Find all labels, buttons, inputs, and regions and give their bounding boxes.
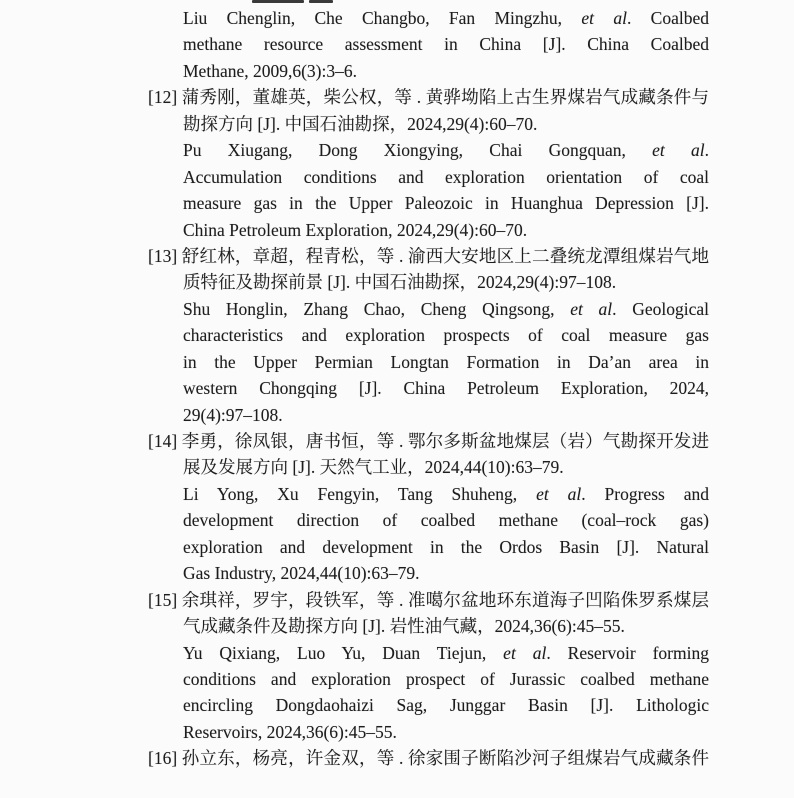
- reference-label: [15]: [148, 589, 182, 610]
- reference-text: 孙立东，杨亮，许金双，等 . 徐家围子断陷沙河子组煤岩气成藏条件: [181, 748, 710, 769]
- reference-line: [183, 111, 709, 137]
- reference-line: [183, 375, 709, 401]
- reference-text: Liu Chenglin, Che Changbo, Fan Mingzhu,: [183, 8, 582, 28]
- reference-text: 余琪祥，罗宇，段铁军，等 . 准噶尔盆地环东道海子凹陷侏罗系煤层: [181, 589, 710, 610]
- reference-text: China Petroleum Exploration, 2024,29(4):60–70.: [183, 219, 528, 240]
- reference-text: . Progress and: [581, 483, 709, 504]
- reference-line: [148, 428, 709, 454]
- reference-line: [183, 666, 709, 692]
- reference-line: [183, 481, 709, 507]
- reference-line: [183, 719, 709, 745]
- reference-text: western Chongqing [J]. China Petroleum Exploration, 2024,: [183, 378, 709, 399]
- reference-text: Accumulation conditions and exploration orientation of coal: [183, 166, 709, 187]
- reference-text: Gas Industry, 2024,44(10):63–79.: [183, 563, 420, 584]
- reference-text: conditions and exploration prospect of Jurassic coalbed methane: [183, 668, 709, 689]
- reference-text: Shu Honglin, Zhang Chao, Cheng Qingsong,: [183, 298, 571, 319]
- reference-line: [183, 137, 709, 163]
- reference-label: [13]: [148, 245, 182, 266]
- reference-etal-text: et al: [536, 483, 582, 504]
- reference-line: [183, 692, 709, 718]
- reference-line: [183, 560, 709, 586]
- reference-text: 李勇，徐凤银，唐书恒，等 . 鄂尔多斯盆地煤层（岩）气勘探开发进: [181, 431, 710, 451]
- reference-line: [183, 640, 709, 666]
- reference-line: [183, 217, 709, 243]
- reference-line: [183, 322, 709, 348]
- reference-text: 气成藏条件及勘探方向 [J]. 岩性油气藏，2024,36(6):45–55.: [183, 616, 625, 637]
- reference-line: [183, 613, 709, 639]
- cropped-text-remnant: [309, 0, 333, 3]
- reference-text: exploration and development in the Ordos Basin [J]. Natural: [183, 536, 709, 557]
- reference-line: [148, 84, 709, 110]
- reference-line: [183, 190, 709, 216]
- reference-label: [14]: [148, 431, 182, 451]
- reference-line: [183, 507, 709, 533]
- reference-text: Reservoirs, 2024,36(6):45–55.: [183, 721, 397, 742]
- reference-text: 舒红林，章超，程青松，等 . 渝西大安地区上二叠统龙潭组煤岩气地: [181, 245, 710, 266]
- reference-line: [148, 587, 709, 613]
- reference-text: in the Upper Permian Longtan Formation in Da’an area in: [183, 351, 709, 372]
- reference-line: [183, 5, 709, 31]
- reference-text: . Coalbed: [626, 8, 709, 28]
- reference-line: [183, 534, 709, 560]
- reference-text: development direction of coalbed methane (coal–rock gas): [183, 510, 709, 531]
- reference-text: Yu Qixiang, Luo Yu, Duan Tiejun,: [183, 642, 504, 663]
- reference-text: Pu Xiugang, Dong Xiongying, Chai Gongquan,: [183, 140, 653, 161]
- reference-etal-text: et al: [503, 642, 547, 663]
- reference-line: [148, 243, 709, 269]
- bibliography-references: [0, 5, 794, 772]
- reference-line: [183, 296, 709, 322]
- reference-text: .: [704, 140, 709, 161]
- reference-text: . Geological: [612, 298, 709, 319]
- reference-text: 质特征及勘探前景 [J]. 中国石油勘探，2024,29(4):97–108.: [183, 272, 617, 293]
- reference-text: 蒲秀刚，董雄英，柴公权，等 . 黄骅坳陷上古生界煤岩气成藏条件与: [181, 87, 710, 108]
- reference-text: characteristics and exploration prospects of coal measure gas: [183, 325, 709, 346]
- reference-text: 展及发展方向 [J]. 天然气工业，2024,44(10):63–79.: [183, 457, 564, 478]
- reference-line: [183, 269, 709, 295]
- reference-line: [183, 349, 709, 375]
- reference-line: [183, 58, 709, 84]
- reference-text: 29(4):97–108.: [183, 404, 283, 425]
- reference-text: Methane, 2009,6(3):3–6.: [183, 60, 357, 81]
- reference-text: encircling Dongdaohaizi Sag, Junggar Basin [J]. Lithologic: [183, 695, 709, 716]
- reference-text: . Reservoir forming: [546, 642, 709, 663]
- reference-text: measure gas in the Upper Paleozoic in Huanghua Depression [J].: [183, 193, 709, 214]
- reference-line: [183, 164, 709, 190]
- reference-text: Li Yong, Xu Fengyin, Tang Shuheng,: [183, 483, 537, 504]
- reference-line: [148, 745, 709, 771]
- reference-text: 勘探方向 [J]. 中国石油勘探，2024,29(4):60–70.: [183, 113, 538, 134]
- reference-line: [183, 402, 709, 428]
- reference-etal-text: et al: [652, 140, 705, 161]
- reference-label: [12]: [148, 87, 182, 108]
- reference-line: [183, 31, 709, 57]
- reference-etal-text: et al: [570, 298, 613, 319]
- reference-line: [183, 454, 709, 480]
- reference-label: [16]: [148, 748, 182, 769]
- cropped-text-remnant: [252, 0, 304, 3]
- reference-text: methane resource assessment in China [J]. China Coalbed: [183, 34, 709, 55]
- reference-etal-text: et al: [581, 8, 627, 28]
